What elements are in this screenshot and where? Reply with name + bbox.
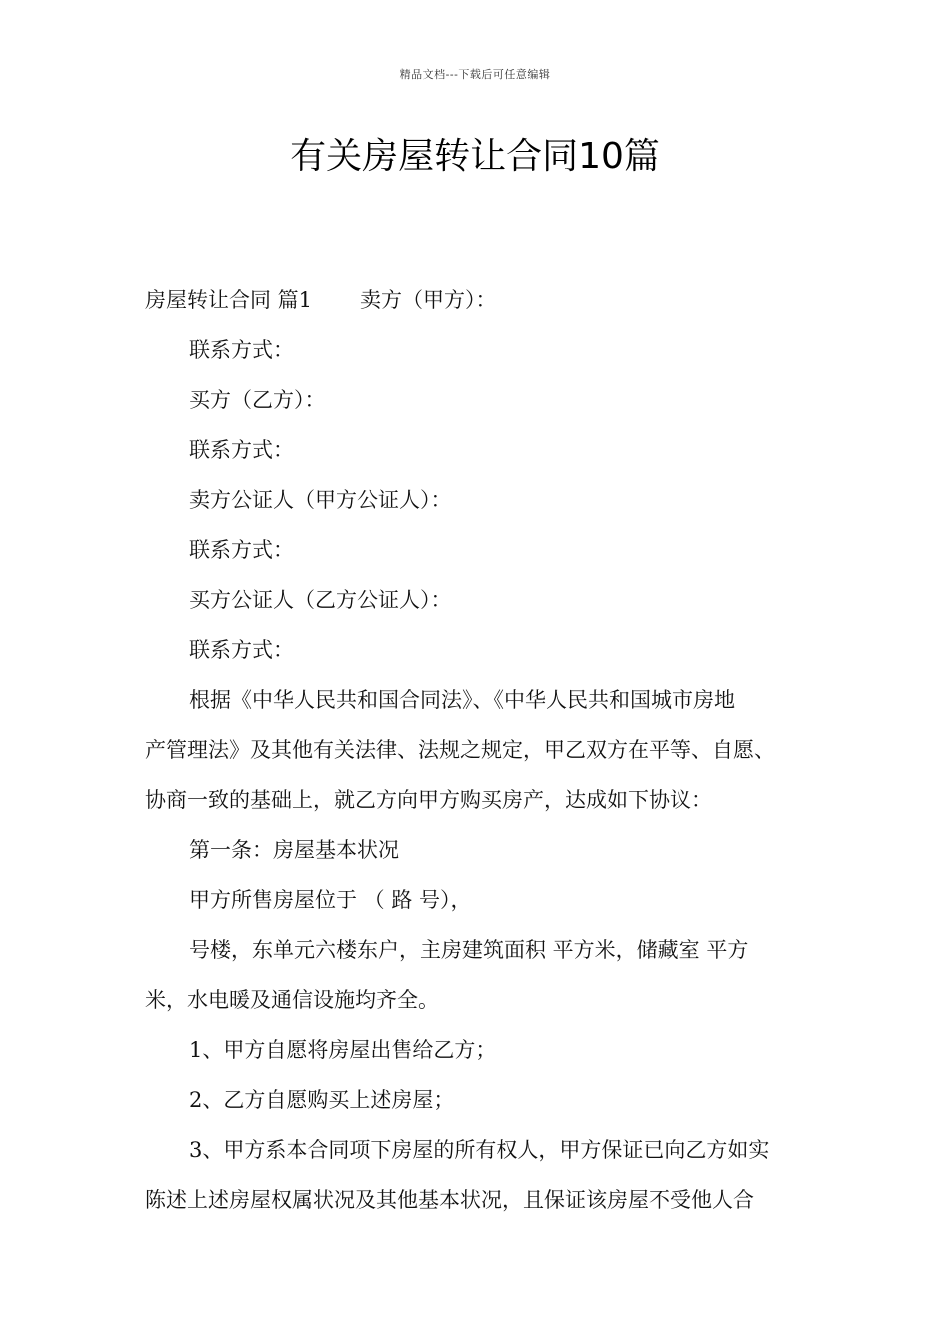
basis-paragraph-line-2: 产管理法》及其他有关法律、法规之规定，甲乙双方在平等、自愿、 xyxy=(145,738,775,762)
buyer-contact-label: 联系方式： xyxy=(189,438,294,462)
page-header-note: 精品文档---下载后可任意编辑 xyxy=(399,68,551,81)
clause-item-1: 1、甲方自愿将房屋出售给乙方； xyxy=(189,1038,497,1062)
seller-contact-label: 联系方式： xyxy=(189,338,294,362)
buyer-notary-contact-label: 联系方式： xyxy=(189,638,294,662)
section-heading: 房屋转让合同 篇1 xyxy=(145,288,313,312)
clause-item-2: 2、乙方自愿购买上述房屋； xyxy=(189,1088,455,1112)
basis-paragraph-line-3: 协商一致的基础上，就乙方向甲方购买房产，达成如下协议： xyxy=(145,788,712,812)
clause-item-3-line-2: 陈述上述房屋权属状况及其他基本状况，且保证该房屋不受他人合 xyxy=(145,1188,754,1212)
article-1-heading: 第一条：房屋基本状况 xyxy=(189,838,399,862)
basis-paragraph-line-1: 根据《中华人民共和国合同法》、《中华人民共和国城市房地 xyxy=(189,688,735,712)
clause-item-3-line-1: 3、甲方系本合同项下房屋的所有权人，甲方保证已向乙方如实 xyxy=(189,1138,770,1162)
property-location: 甲方所售房屋位于 （ 路 号）， xyxy=(189,888,472,912)
seller-notary-label: 卖方公证人（甲方公证人）： xyxy=(189,488,452,512)
buyer-label: 买方（乙方）： xyxy=(189,388,326,412)
building-paragraph-line-2: 米，水电暖及通信设施均齐全。 xyxy=(145,988,439,1012)
seller-label: 卖方（甲方）： xyxy=(360,288,497,312)
buyer-notary-label: 买方公证人（乙方公证人）： xyxy=(189,588,452,612)
seller-notary-contact-label: 联系方式： xyxy=(189,538,294,562)
building-paragraph-line-1: 号楼，东单元六楼东户，主房建筑面积 平方米，储藏室 平方 xyxy=(189,938,749,962)
section-heading-line xyxy=(145,286,497,314)
document-title: 有关房屋转让合同10篇 xyxy=(290,136,660,177)
